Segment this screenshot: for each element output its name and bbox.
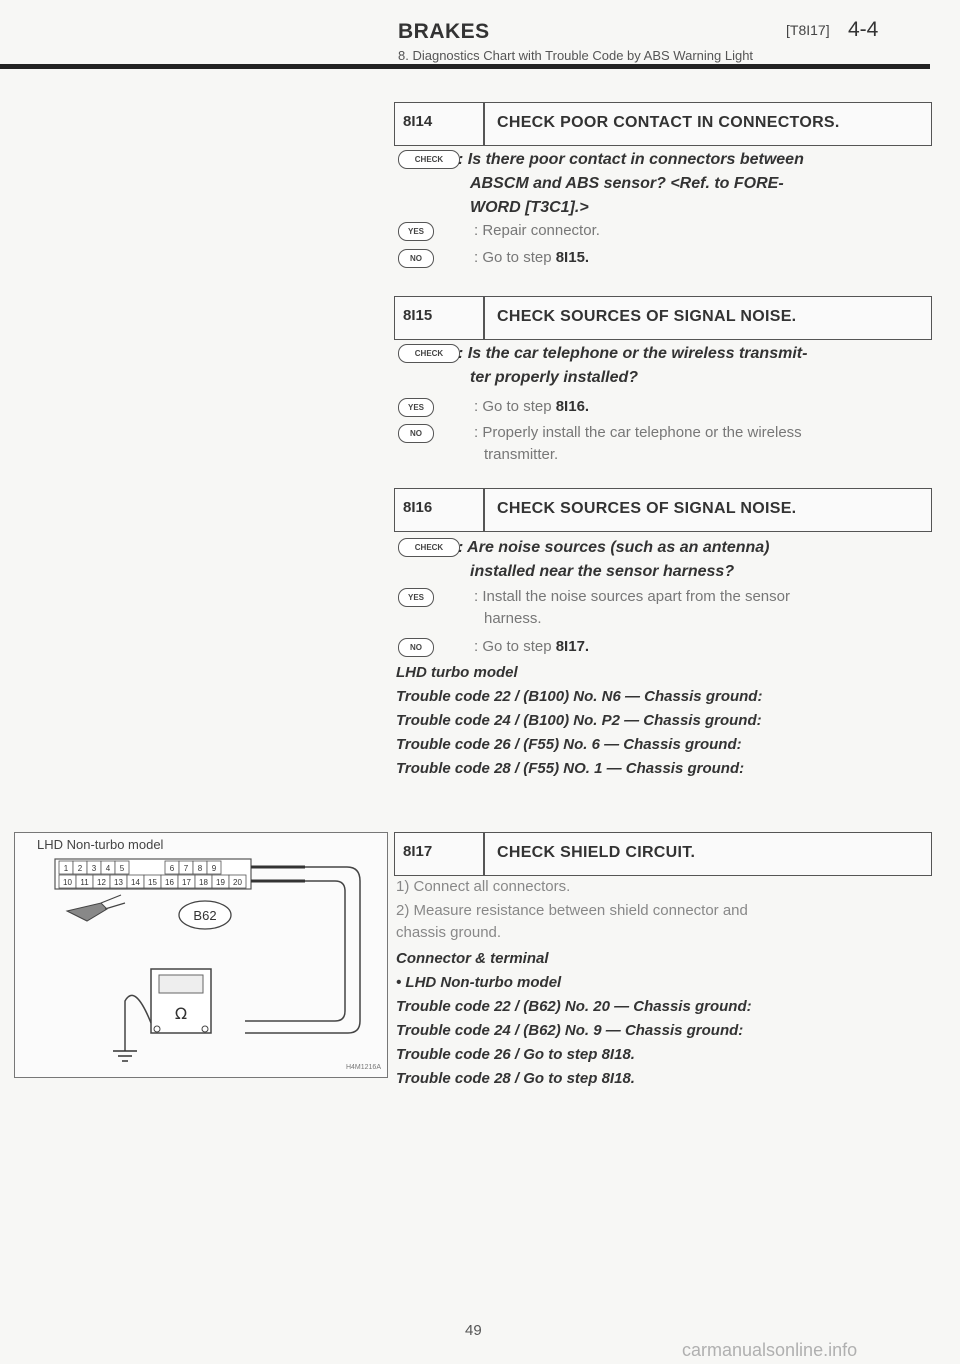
section-subtitle: 8. Diagnostics Chart with Trouble Code by ABS Warning Light (398, 48, 754, 63)
yes-icon: YES (398, 222, 434, 241)
check-icon: CHECK (398, 150, 460, 169)
goto-step-link[interactable]: 8I15. (555, 249, 590, 266)
pin-number: 20 (233, 878, 242, 887)
pin-number: 11 (80, 878, 89, 887)
section-code: [T8I17] (786, 22, 830, 38)
yes-icon: YES (398, 588, 434, 607)
pin-row-2 (59, 875, 246, 888)
step-box-8i17 (394, 832, 932, 876)
goto-step-link[interactable]: 8I16. (555, 398, 590, 415)
spec-line: Trouble code 24 / (B62) No. 9 — Chassis ground: (396, 1022, 744, 1039)
pin-number: 4 (105, 864, 111, 873)
no-answer-text: : Go to step (474, 249, 556, 266)
spec-line: Trouble code 22 / (B62) No. 20 — Chassis ground: (396, 998, 752, 1015)
question-line: WORD [T3C1].> (470, 199, 589, 216)
yes-answer: : Repair connector. (474, 222, 600, 239)
section-title: BRAKES (398, 20, 490, 43)
step-title: CHECK SHIELD CIRCUIT. (497, 844, 696, 861)
step-divider (483, 833, 485, 875)
pin-number: 10 (63, 878, 72, 887)
check-question (458, 536, 930, 584)
no-answer-line: transmitter. (484, 446, 559, 463)
pin-number: 13 (114, 878, 123, 887)
spec-line: Trouble code 22 / (B100) No. N6 — Chassis ground: (396, 688, 763, 705)
spec-line: Trouble code 26 / (F55) No. 6 — Chassis ground: (396, 736, 742, 753)
no-icon: NO (398, 249, 434, 268)
step-number: 8I17 (403, 843, 433, 860)
pin-number: 2 (77, 864, 83, 873)
check-icon: CHECK (398, 344, 460, 363)
step-title: CHECK POOR CONTACT IN CONNECTORS. (497, 114, 840, 131)
check-question (458, 148, 930, 220)
spec-line: Trouble code 28 / (F55) NO. 1 — Chassis ground: (396, 760, 745, 777)
wiring-diagram (14, 832, 388, 1078)
question-line: : Are noise sources (such as an antenna) (458, 539, 770, 556)
instruction-1: 1) Connect all connectors. (396, 878, 571, 895)
connector-b62 (55, 859, 251, 889)
step-title: CHECK SOURCES OF SIGNAL NOISE. (497, 500, 797, 517)
no-answer-line: : Properly install the car telephone or the wireless (474, 424, 802, 441)
ohm-symbol: Ω (174, 1004, 188, 1023)
spec-line: Trouble code 28 / Go to step 8I18. (396, 1070, 635, 1087)
ground-symbol-icon (113, 1051, 137, 1061)
ground-lead (125, 995, 151, 1051)
spec-heading: LHD turbo model (396, 664, 518, 681)
question-line: ter properly installed? (470, 369, 639, 386)
diagram-caption: LHD Non-turbo model (37, 837, 164, 852)
watermark: carmanualsonline.info (682, 1340, 858, 1360)
no-icon: NO (398, 638, 434, 657)
check-icon: CHECK (398, 538, 460, 557)
header-rule (0, 64, 930, 69)
no-answer (474, 636, 934, 658)
no-answer-text: : Go to step (474, 638, 556, 655)
yes-icon: YES (398, 398, 434, 417)
check-question (458, 342, 930, 390)
pin-number: 12 (97, 878, 106, 887)
question-line: installed near the sensor harness? (470, 563, 735, 580)
step-title: CHECK SOURCES OF SIGNAL NOISE. (497, 308, 797, 325)
yes-answer-line: : Install the noise sources apart from the sensor (474, 588, 790, 605)
yes-answer (474, 396, 934, 418)
instruction-2 (396, 900, 932, 944)
instruction-line: 2) Measure resistance between shield connector and (396, 902, 748, 919)
no-answer (474, 422, 934, 466)
diagram-svg (15, 833, 387, 1077)
pin-number: 18 (199, 878, 208, 887)
pin-number: 9 (211, 864, 217, 873)
step-box-8i16 (394, 488, 932, 532)
pin-number: 3 (91, 864, 97, 873)
question-line: : Is the car telephone or the wireless transmit- (458, 345, 808, 362)
figure-id: H4M1216A (345, 1064, 381, 1071)
pin-number: 16 (165, 878, 174, 887)
instruction-line: chassis ground. (396, 924, 502, 941)
pin-number: 17 (182, 878, 191, 887)
pin-number: 5 (119, 864, 125, 873)
step-number: 8I16 (403, 499, 433, 516)
goto-step-link[interactable]: 8I17. (555, 638, 590, 655)
step-box-8i15 (394, 296, 932, 340)
pin-number: 19 (216, 878, 225, 887)
spec-bullet: • LHD Non-turbo model (396, 974, 562, 991)
pin-number: 6 (169, 864, 175, 873)
no-icon: NO (398, 424, 434, 443)
yes-answer-text: : Go to step (474, 398, 556, 415)
step-number: 8I14 (403, 113, 433, 130)
meter-wire-2 (245, 881, 345, 1021)
yes-answer (474, 586, 934, 630)
question-line: : Is there poor contact in connectors between (458, 151, 804, 168)
step-divider (483, 103, 485, 145)
pin-number: 15 (148, 878, 157, 887)
step-divider (483, 297, 485, 339)
connector-label: B62 (193, 908, 217, 923)
pin-number: 14 (131, 878, 140, 887)
step-number: 8I15 (403, 307, 433, 324)
spec-line: Trouble code 24 / (B100) No. P2 — Chassis ground: (396, 712, 762, 729)
question-line: ABSCM and ABS sensor? <Ref. to FORE- (470, 175, 784, 192)
pin-number: 7 (183, 864, 189, 873)
no-answer (474, 247, 934, 269)
page-number: 49 (465, 1322, 482, 1339)
spec-line: Trouble code 26 / Go to step 8I18. (396, 1046, 635, 1063)
section-number: 4-4 (848, 18, 879, 41)
step-box-8i14 (394, 102, 932, 146)
ohmmeter-icon (151, 969, 211, 1033)
spec-heading: Connector & terminal (396, 950, 549, 967)
meter-wire-1 (245, 867, 360, 1033)
step-divider (483, 489, 485, 531)
pin-number: 8 (197, 864, 203, 873)
probe-hand-icon (67, 895, 125, 921)
pin-number: 1 (63, 864, 69, 873)
yes-answer-line: harness. (484, 610, 542, 627)
